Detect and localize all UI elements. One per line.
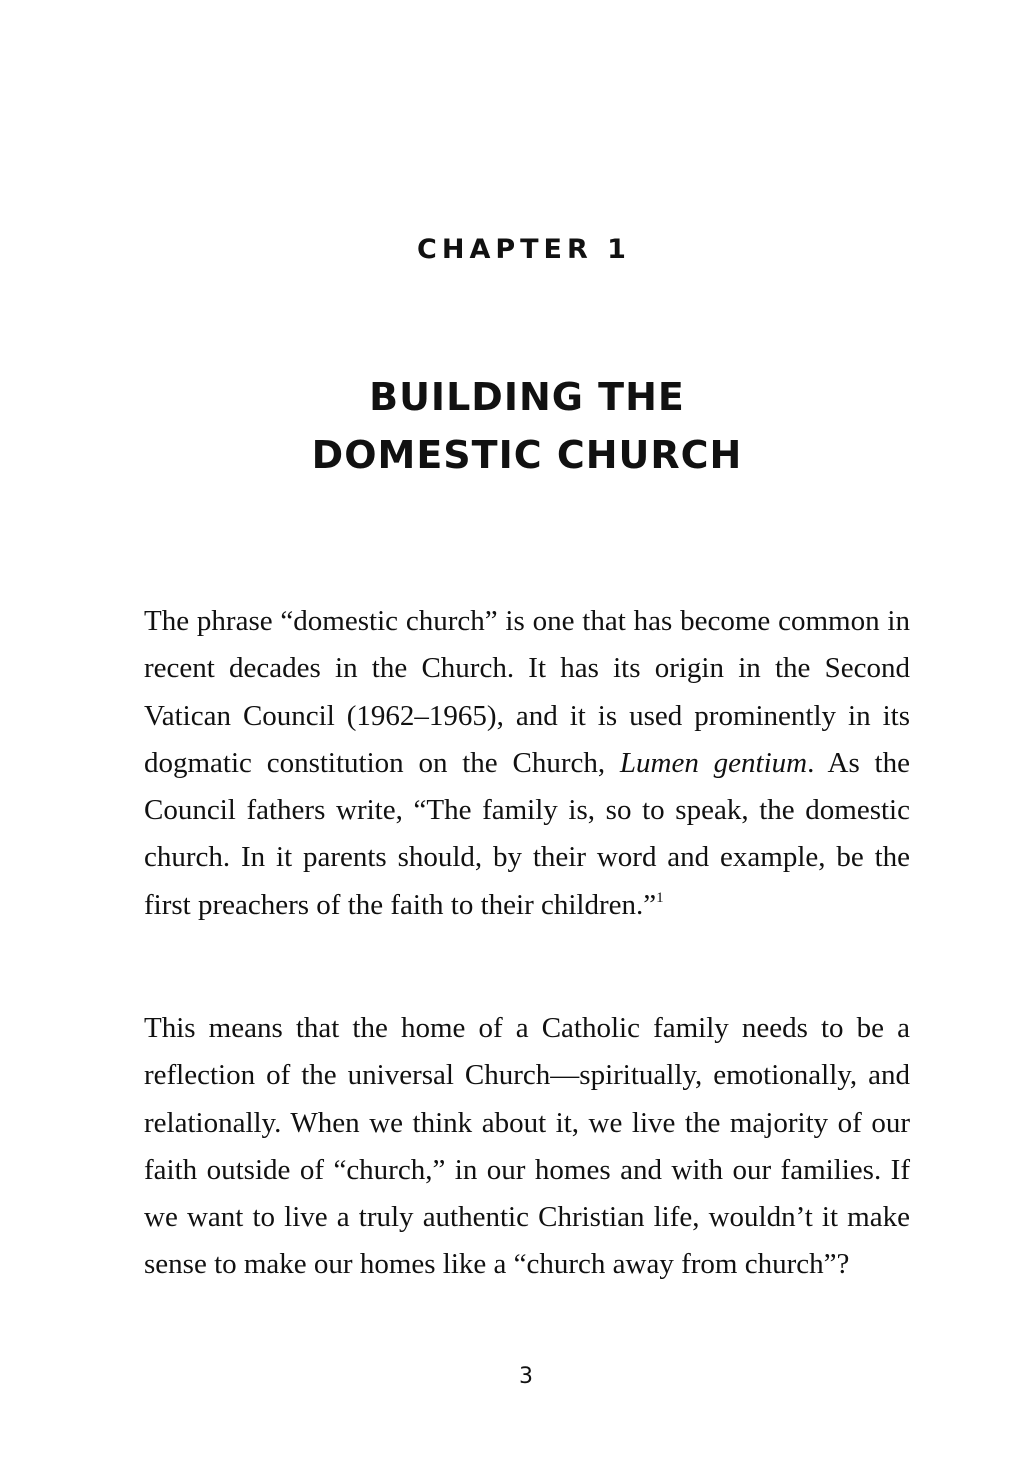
paragraph-1-text-end: . As the Council fathers write, “The family is, so to speak, the domestic church. In it parents should, by their word and example, be the first preachers of the faith to their children.” (144, 746, 910, 921)
body-paragraph-2: This means that the home of a Catholic family needs to be a reflection of the universal Church—spiritually, emotionally, and relationally. When we think about it, we live the majority of our faith outside of “church,” in our homes and with our families. If we want to live a truly authentic Christian life, wouldn’t it make sense to make our homes like a “church away from church”? (144, 1012, 910, 1281)
paragraph-1-text-start: The phrase “domestic church” is one that has become common in recent decades in the Church. It has its origin in the Second Vatican Council (1962–1965), and it is used prominently in its dogmatic constitution on the Church, (144, 605, 910, 779)
chapter-title-line-1: BUILDING THE (369, 375, 685, 419)
book-title-italic: Lumen gentium (619, 746, 808, 779)
footnote-marker[interactable]: 1 (656, 889, 664, 906)
page-number: 3 (519, 1364, 533, 1389)
chapter-title-line-2: DOMESTIC CHURCH (311, 433, 743, 477)
body-paragraph-1 (144, 598, 910, 929)
chapter-title (0, 368, 1024, 484)
chapter-label: CHAPTER 1 (417, 234, 631, 265)
